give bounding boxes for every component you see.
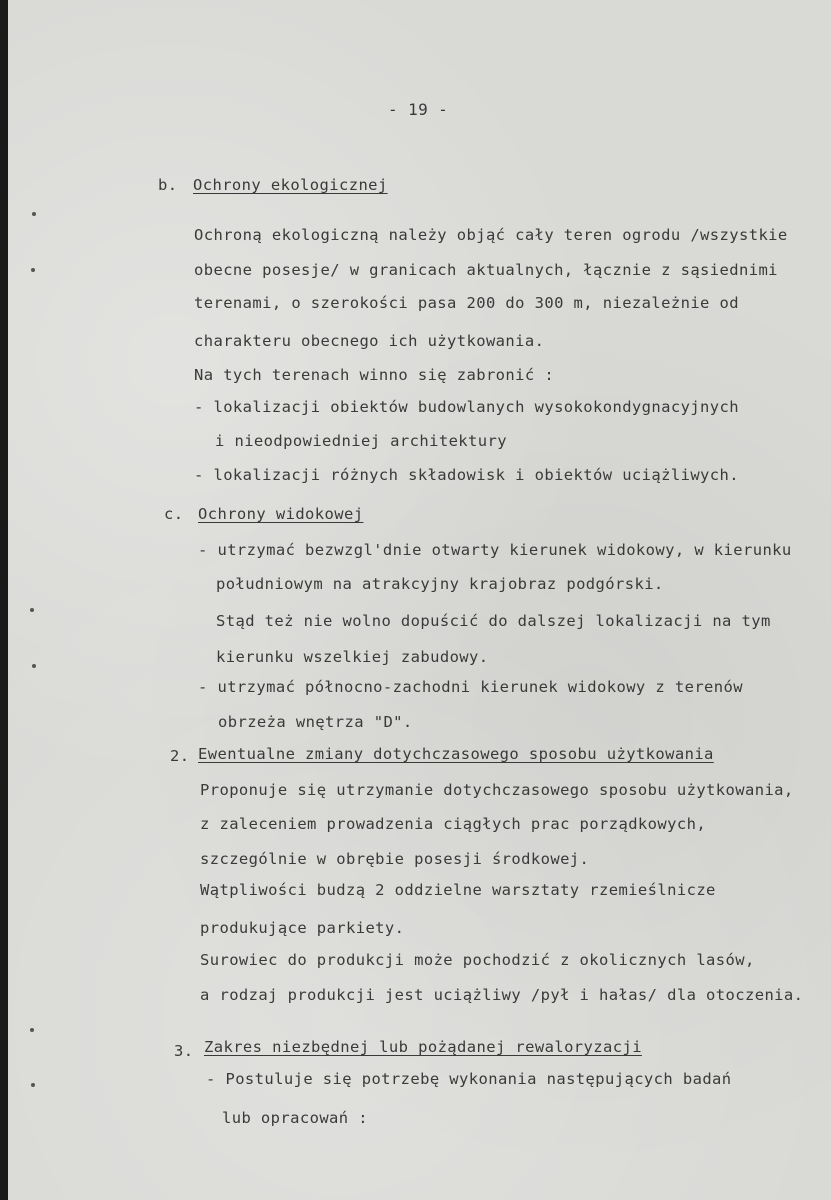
section-b-line: Na tych terenach winno się zabronić : (194, 366, 555, 384)
margin-speck (31, 268, 35, 272)
margin-speck (31, 1083, 35, 1087)
section-3-marker: 3. (174, 1042, 194, 1060)
section-3-line: lub opracowań : (222, 1109, 368, 1127)
section-b-line: i nieodpowiedniej architektury (215, 432, 507, 450)
section-2-marker: 2. (170, 747, 190, 765)
section-2-line: z zaleceniem prowadzenia ciągłych prac porządkowych, (200, 815, 707, 833)
section-c-line: kierunku wszelkiej zabudowy. (216, 648, 489, 666)
page-number: - 19 - (388, 100, 449, 119)
section-2-line: szczególnie w obrębie posesji środkowej. (200, 850, 590, 868)
section-2-line: a rodzaj produkcji jest uciążliwy /pył i hałas/ dla otoczenia. (200, 986, 804, 1004)
section-c-heading: Ochrony widokowej (198, 505, 364, 523)
section-b-heading: Ochrony ekologicznej (193, 176, 388, 194)
section-c-line: - utrzymać bezwzgl'dnie otwarty kierunek widokowy, w kierunku (198, 541, 792, 559)
section-3-heading: Zakres niezbędnej lub pożądanej rewaloryzacji (204, 1038, 642, 1056)
section-2-line: Wątpliwości budzą 2 oddzielne warsztaty rzemieślnicze (200, 881, 716, 899)
section-b-line: Ochroną ekologiczną należy objąć cały teren ogrodu /wszystkie (194, 226, 788, 244)
document-page (8, 0, 831, 1200)
section-b-line: - lokalizacji obiektów budowlanych wysokokondygnacyjnych (194, 398, 739, 416)
section-c-line: Stąd też nie wolno dopuścić do dalszej lokalizacji na tym (216, 612, 771, 630)
section-2-line: Proponuje się utrzymanie dotychczasowego sposobu użytkowania, (200, 781, 794, 799)
margin-speck (30, 1028, 34, 1032)
margin-speck (32, 212, 36, 216)
section-2-line: produkujące parkiety. (200, 919, 405, 937)
section-c-line: południowym na atrakcyjny krajobraz podgórski. (216, 575, 664, 593)
section-c-line: obrzeża wnętrza "D". (218, 713, 413, 731)
section-b-line: - lokalizacji różnych składowisk i obiektów uciążliwych. (194, 466, 739, 484)
section-c-line: - utrzymać północno-zachodni kierunek widokowy z terenów (198, 678, 743, 696)
margin-speck (30, 608, 34, 612)
section-2-heading: Ewentualne zmiany dotychczasowego sposobu użytkowania (198, 745, 714, 763)
section-2-line: Surowiec do produkcji może pochodzić z okolicznych lasów, (200, 951, 755, 969)
section-b-line: charakteru obecnego ich użytkowania. (194, 332, 545, 350)
section-3-line: - Postuluje się potrzebę wykonania następujących badań (206, 1070, 732, 1088)
margin-speck (32, 664, 36, 668)
section-b-line: terenami, o szerokości pasa 200 do 300 m, niezależnie od (194, 294, 739, 312)
section-c-marker: c. (164, 505, 184, 523)
section-b-line: obecne posesje/ w granicach aktualnych, łącznie z sąsiednimi (194, 261, 778, 279)
section-b-marker: b. (158, 176, 178, 194)
